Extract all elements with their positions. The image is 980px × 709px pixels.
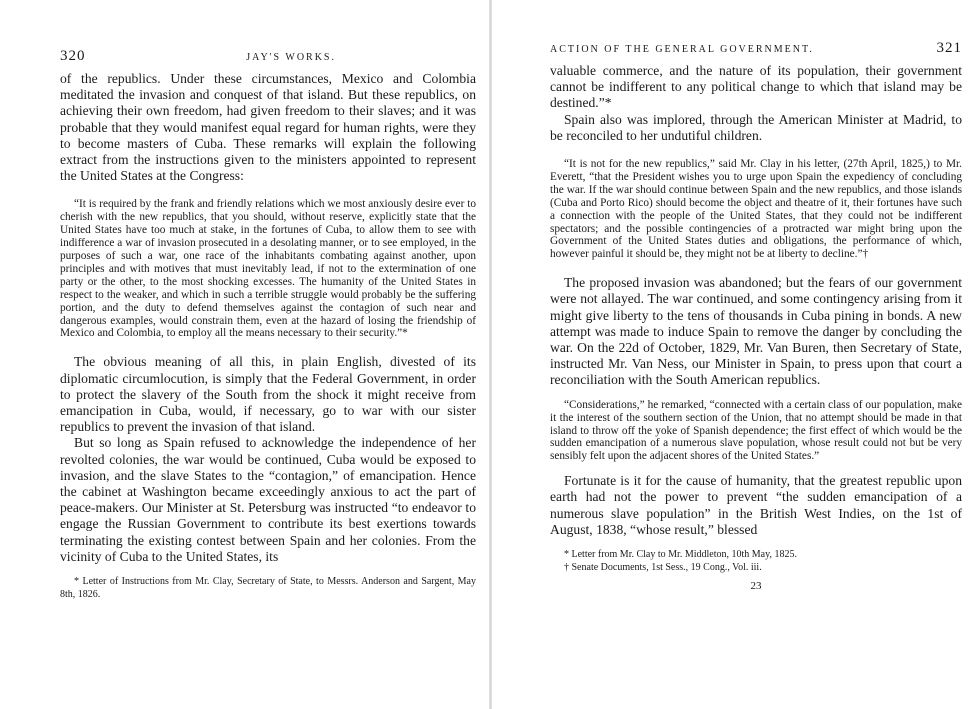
paragraph-obvious-meaning: The obvious meaning of all this, in plain English, divested of its diplomatic circumlocution, is simply that the Federal Government, in order to protect the slavery of the South from the shock it might receive from emancipation in Cuba, would, if necessary, go to war with our sister republics to prevent the invasion of that island. [60, 354, 476, 435]
page-number-left: 320 [60, 48, 86, 64]
paragraph-spain-implored: Spain also was implored, through the American Minister at Madrid, to be reconciled to her undutiful children. [550, 111, 962, 143]
paragraph-fortunate: Fortunate is it for the cause of humanity, that the greatest republic upon earth had not the power to prevent “the sudden emancipation of a numerous slave population” in the British West Indies, on the 1st of August, 1838, “whose result,” blessed [550, 473, 962, 537]
page-number-right: 321 [936, 40, 962, 56]
block-quote-clay: “It is not for the new republics,” said Mr. Clay in his letter, (27th April, 1825,) to Mr. Everett, “that the President wishes you to urge upon Spain the expediency of concluding the war. If the war should continue between Spain and the new republics, and those islands (Cuba and Porto Rico) should become the object and theatre of it, their fortunes have such a connection with the people of the United States, that they could not be indifferent spectators; and the possible contingencies of a protracted war might bring upon the Government of the United States duties and obligations, the performance of which, however painful it should be, they might not be at liberty to decline.”† [550, 158, 962, 261]
running-head-right: ACTION OF THE GENERAL GOVERNMENT. [550, 44, 814, 55]
paragraph-spain-refused: But so long as Spain refused to acknowledge the independence of her revolted colonies, the war would be continued, Cuba would be exposed to invasion, and the slave States to the “contagion,” of emancipation. Hence the cabinet at Washington became exceedingly anxious to act the part of peace-makers. Our Minister at St. Petersburg was instructed “to endeavor to engage the Russian Government to contribute its best exertions towards terminating the existing contest between Spain and her colonies. From the vicinity of Cuba to the United States, its [60, 435, 476, 564]
signature-mark: 23 [750, 580, 762, 593]
right-page-header [550, 40, 962, 57]
paragraph-proposed-invasion: The proposed invasion was abandoned; but the fears of our government were not allayed. The war continued, and some contingency arising from it might give liberty to the tens of thousands in Cuba pining in bonds. A new attempt was made to induce Spain to remove the danger by concluding the war. On the 22d of October, 1829, Mr. Van Buren, then Secretary of State, instructed Mr. Van Ness, our Minister in Spain, to press upon that court a reconciliation with the South American republics. [550, 275, 962, 388]
right-page [490, 0, 980, 709]
paragraph-intro: of the republics. Under these circumstances, Mexico and Colombia meditated the invasion and conquest of that island. But these republics, on achieving their own freedom, had given freedom to their slaves; and it was probable that they would manifest equal regard for human rights, were they to become masters of Cuba. These remarks will explain the following extract from the instructions given to the ministers appointed to represent the United States at the Congress: [60, 71, 476, 184]
running-head-left: JAY'S WORKS. [246, 52, 336, 63]
footnote-right-1: * Letter from Mr. Clay to Mr. Middleton, 10th May, 1825. [564, 549, 797, 561]
left-page-header [60, 48, 476, 65]
block-quote-considerations: “Considerations,” he remarked, “connected with a certain class of our population, make it the interest of the southern section of the Union, that no attempt should be made in that island to throw off the yoke of Spanish dependence; the first effect of which would be the sudden emancipation of a numerous slave population, whose result could not but be very sensibly felt upon the adjacent shores of the United States.” [550, 398, 962, 463]
footnote-right-2: † Senate Documents, 1st Sess., 19 Cong., Vol. iii. [564, 562, 762, 574]
block-quote-instructions: “It is required by the frank and friendly relations which we most anxiously desire ever to cherish with the new republics, that you should, without reserve, explicitly state that the United States have too much at stake, in the fortunes of Cuba, to allow them to see with indifference a war of invasion prosecuted in a desolating manner, or to see employed, in the purposes of such a war, one race of the inhabitants combating against another, upon principles and with motives that must inevitably lead, if not to the extermination of one party or the other, to the most shocking excesses. The humanity of the United States in respect to the weaker, and which in such a terrible struggle would probably be the suffering portion, and the duty to defend themselves against the contagion of such near and dangerous examples, would constrain them, even at the hazard of losing the friendship of Mexico and Colombia, to employ all the means necessary to their security.”* [60, 198, 476, 340]
footnote-left: * Letter of Instructions from Mr. Clay, Secretary of State, to Messrs. Anderson and Sargent, May 8th, 1826. [60, 576, 476, 601]
paragraph-valuable-commerce: valuable commerce, and the nature of its population, their government cannot be indifferent to any political change to which that island may be destined.”* [550, 63, 962, 111]
